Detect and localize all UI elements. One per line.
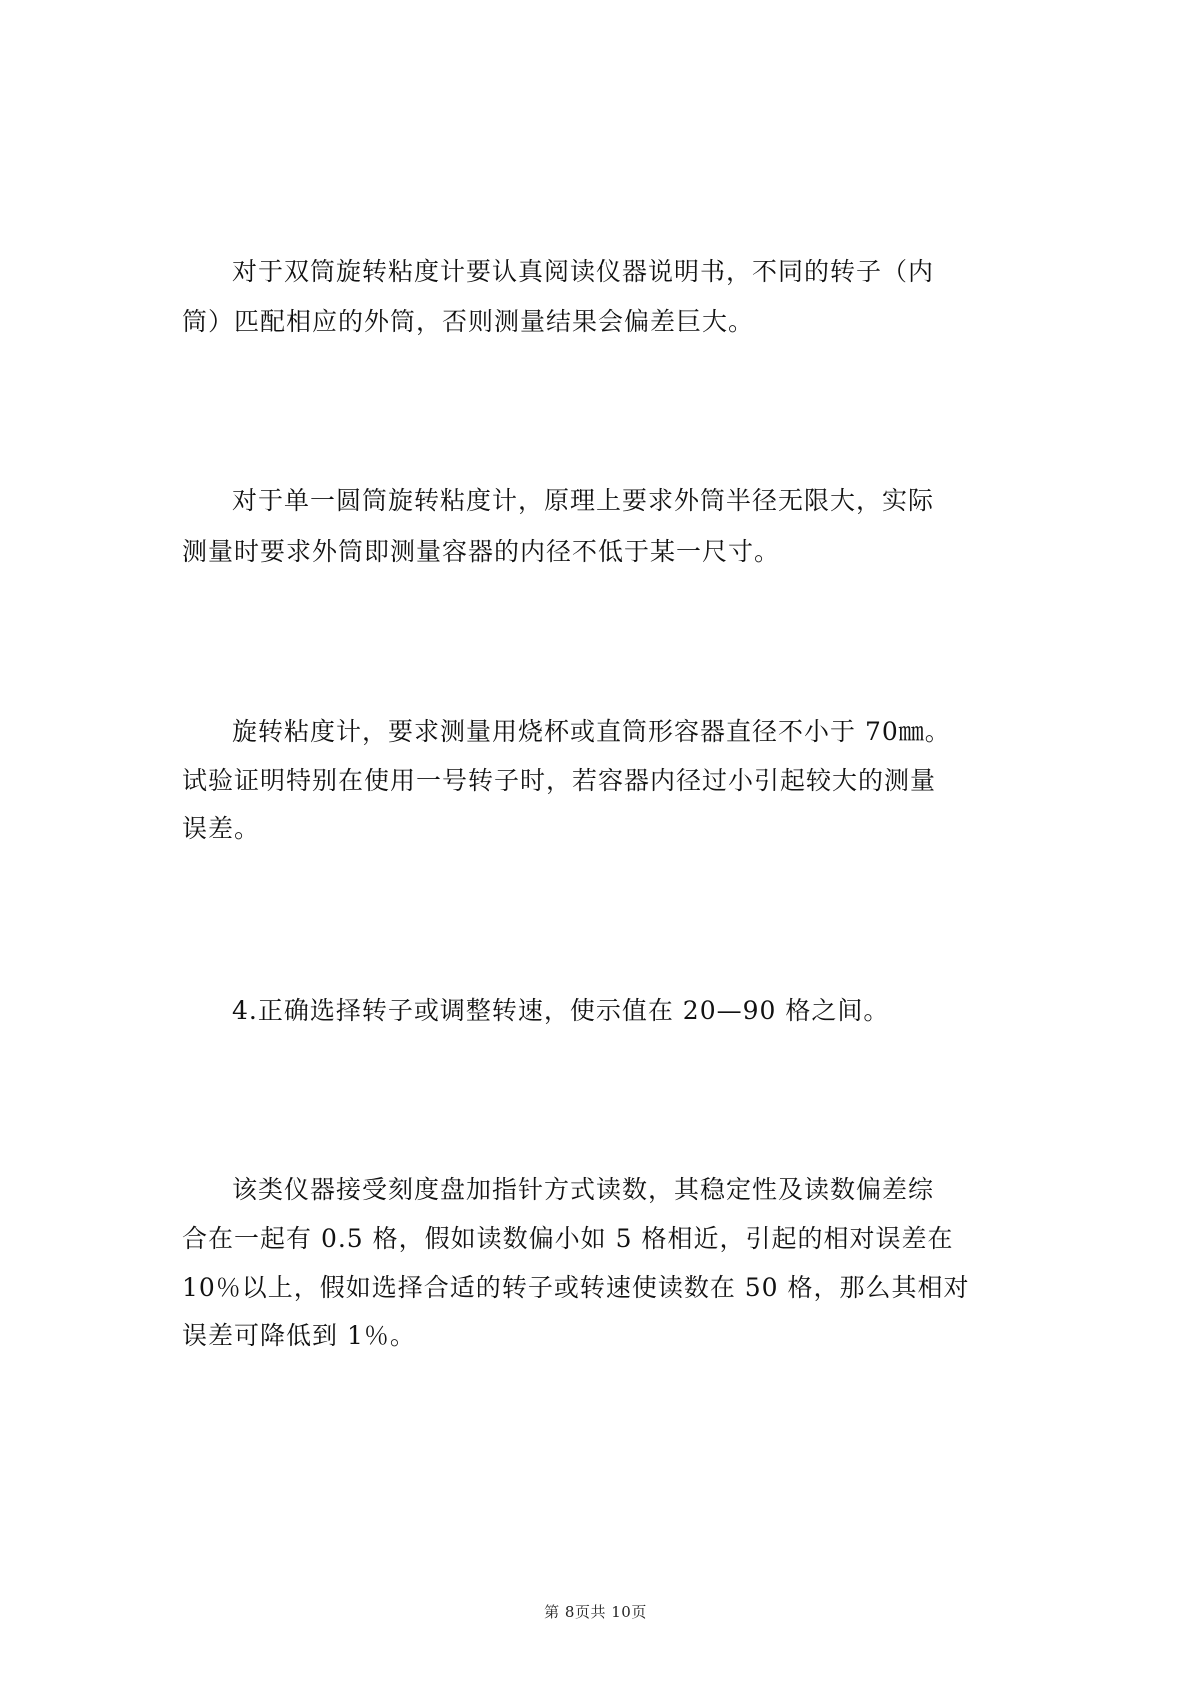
paragraph-1-line-2: 筒）匹配相应的外筒，否则测量结果会偏差巨大。 bbox=[182, 307, 755, 336]
paragraph-3-line-1: 旋转粘度计，要求测量用烧杯或直筒形容器直径不小于 70㎜。 bbox=[232, 717, 951, 746]
paragraph-3-line-2: 试验证明特别在使用一号转子时，若容器内径过小引起较大的测量 bbox=[182, 766, 937, 795]
paragraph-2-line-1: 对于单一圆筒旋转粘度计，原理上要求外筒半径无限大，实际 bbox=[232, 486, 935, 515]
paragraph-2-line-2: 测量时要求外筒即测量容器的内径不低于某一尺寸。 bbox=[182, 537, 781, 566]
paragraph-5-line-4: 误差可降低到 1％。 bbox=[182, 1321, 416, 1350]
paragraph-4-line-1: 4.正确选择转子或调整转速，使示值在 20—90 格之间。 bbox=[232, 996, 890, 1025]
paragraph-5-line-2: 合在一起有 0.5 格，假如读数偏小如 5 格相近，引起的相对误差在 bbox=[182, 1224, 954, 1253]
paragraph-5-line-3: 10％以上，假如选择合适的转子或转速使读数在 50 格，那么其相对 bbox=[182, 1273, 970, 1302]
paragraph-3-line-3: 误差。 bbox=[182, 814, 261, 843]
paragraph-1-line-1: 对于双筒旋转粘度计要认真阅读仪器说明书，不同的转子（内 bbox=[232, 257, 935, 286]
page-footer: 第 8页共 10页 bbox=[544, 1603, 647, 1621]
paragraph-5-line-1: 该类仪器接受刻度盘加指针方式读数，其稳定性及读数偏差综 bbox=[232, 1175, 935, 1204]
